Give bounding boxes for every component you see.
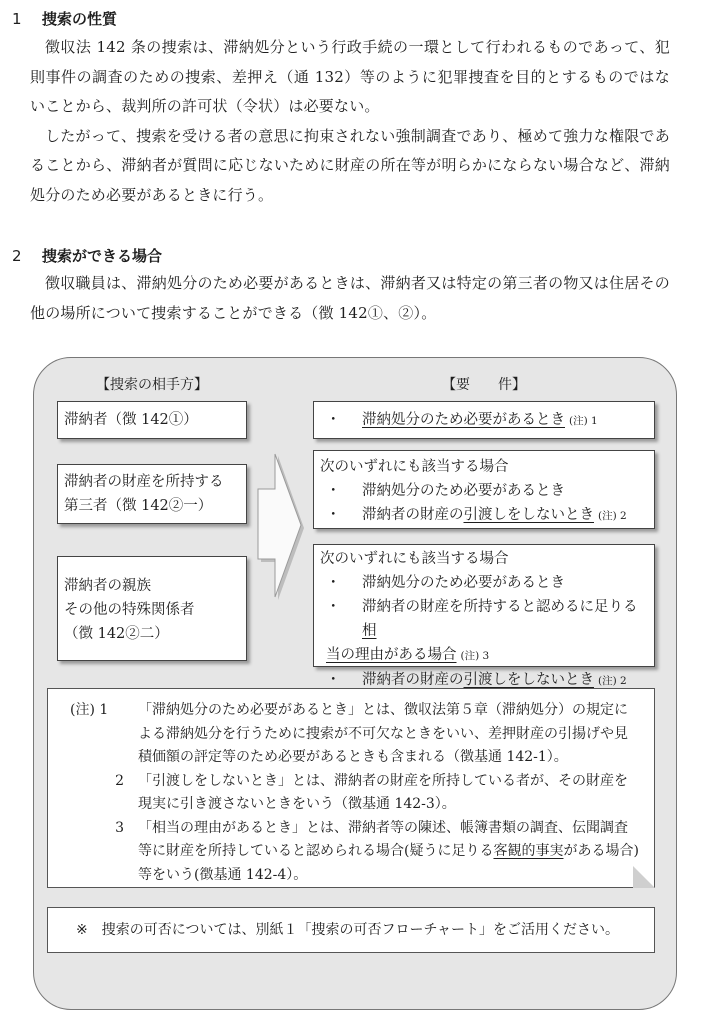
bullet: ・ [326, 599, 341, 615]
requirement-text: 滞納者の財産の [362, 672, 464, 688]
section-number: 1 [12, 10, 22, 28]
requirement-intro: 次のいずれにも該当する場合 [320, 551, 509, 567]
note-1 [70, 699, 640, 770]
folded-corner [633, 866, 655, 888]
requirement-text: 滞納者の財産を所持すると認めるに足りる [362, 599, 638, 615]
section-title: 捜索ができる場合 [42, 247, 163, 265]
requirement-item [320, 479, 648, 503]
left-column-header: 【捜索の相手方】 [96, 377, 208, 393]
bullet: ・ [326, 483, 341, 499]
section-1-heading [12, 8, 117, 29]
bullet: ・ [326, 412, 341, 428]
requirement-item [320, 595, 648, 643]
requirement-underlined: 当の理由がある場合 [326, 647, 457, 663]
note-3 [70, 817, 640, 888]
target-line: （徴 142②二） [64, 626, 169, 642]
bullet: ・ [326, 507, 341, 523]
note-label: 2 [115, 772, 124, 789]
target-box-third-party [57, 464, 247, 524]
requirement-underlined: 引渡しをしないとき [463, 507, 594, 523]
requirement-intro: 次のいずれにも該当する場合 [320, 459, 509, 475]
note-reference: (注) 2 [598, 510, 627, 522]
requirement-item [320, 408, 648, 433]
requirement-box-1 [313, 401, 655, 439]
requirement-continuation [320, 643, 648, 668]
target-line: 滞納者の親族 [64, 578, 151, 594]
requirement-item [320, 571, 648, 595]
flowchart-reference-note [47, 907, 655, 953]
paragraph: したがって、捜索を受ける者の意思に拘束されない強制調査であり、極めて強力な権限であることから、滞納者が質問に応じないために財産の所在等が明らかにならない場合など、滞納処分のため必要があるときに行う。 [30, 126, 670, 204]
requirement-text: 滞納者の財産の [362, 507, 464, 523]
target-line: 滞納者（徴 142①） [64, 412, 198, 428]
note-reference: (注) 1 [569, 415, 598, 427]
note-text: 「相当の理由があるとき」とは、滞納者等の陳述、帳簿書類の調査、伝聞調査等に財産を所持していると認められる場合(疑うに足りる [138, 819, 628, 859]
requirement-box-2 [313, 450, 655, 529]
right-column-header: 【要 件】 [442, 377, 526, 393]
section-1-body [30, 33, 670, 210]
target-box-relatives [57, 556, 247, 661]
requirement-item [320, 503, 648, 528]
note-text: 「引渡しをしないとき」とは、滞納者の財産を所持している者が、その財産を現実に引き渡さないときをいう（徴基通 142-3）。 [138, 772, 628, 812]
right-arrow-icon [256, 452, 310, 602]
note-label: (注) 1 [70, 702, 109, 718]
note-label: 3 [115, 819, 124, 836]
reference-text: 捜索の可否については、別紙１「捜索の可否フローチャート」をご活用ください。 [101, 922, 620, 938]
requirement-underlined: 相 [362, 623, 377, 639]
section-number: 2 [12, 247, 22, 265]
note-text: がある場合)等をいう(徴基通 142-4）。 [138, 843, 639, 883]
note-underlined: 客観的事実 [493, 843, 564, 859]
requirement-text: 滞納処分のため必要があるとき [362, 483, 565, 499]
reference-mark: ※ [76, 922, 88, 938]
section-2-body [30, 269, 670, 328]
target-line: 滞納者の財産を所持する [64, 474, 224, 490]
requirement-text: 滞納処分のため必要があるとき [362, 575, 565, 591]
note-2 [70, 770, 640, 817]
requirement-text: 滞納処分のため必要があるとき [362, 412, 565, 428]
section-2-heading [12, 245, 162, 266]
note-reference: (注) 3 [460, 650, 490, 662]
bullet: ・ [326, 575, 341, 591]
target-line: 第三者（徴 142②一） [64, 498, 213, 514]
notes-box [47, 688, 655, 888]
paragraph: 徴収法 142 条の捜索は、滞納処分という行政手続の一環として行われるものであって、犯則事件の調査のための捜索、差押え（通 132）等のように犯罪捜査を目的とするものではないことから、裁判所の許可状（令状）は必要ない。 [30, 38, 670, 115]
requirement-box-3 [313, 544, 655, 688]
target-box-taxpayer [57, 401, 247, 439]
section-title: 捜索の性質 [42, 10, 118, 28]
requirement-underlined: 引渡しをしないとき [463, 672, 594, 688]
note-text: 「滞納処分のため必要があるとき」とは、徴収法第５章（滞納処分）の規定による滞納処分を行うために捜索が不可欠なときをいい、差押財産の引揚げや見積価額の評定等のため必要があるときも含まれる（徴基通 142-1）。 [138, 702, 628, 765]
target-line: その他の特殊関係者 [64, 602, 195, 618]
paragraph: 徴収職員は、滞納処分のため必要があるときは、滞納者又は特定の第三者の物又は住居その他の場所について捜索することができる（徴 142①、②）。 [30, 274, 670, 322]
note-reference: (注) 2 [598, 675, 627, 687]
bullet: ・ [326, 672, 341, 688]
